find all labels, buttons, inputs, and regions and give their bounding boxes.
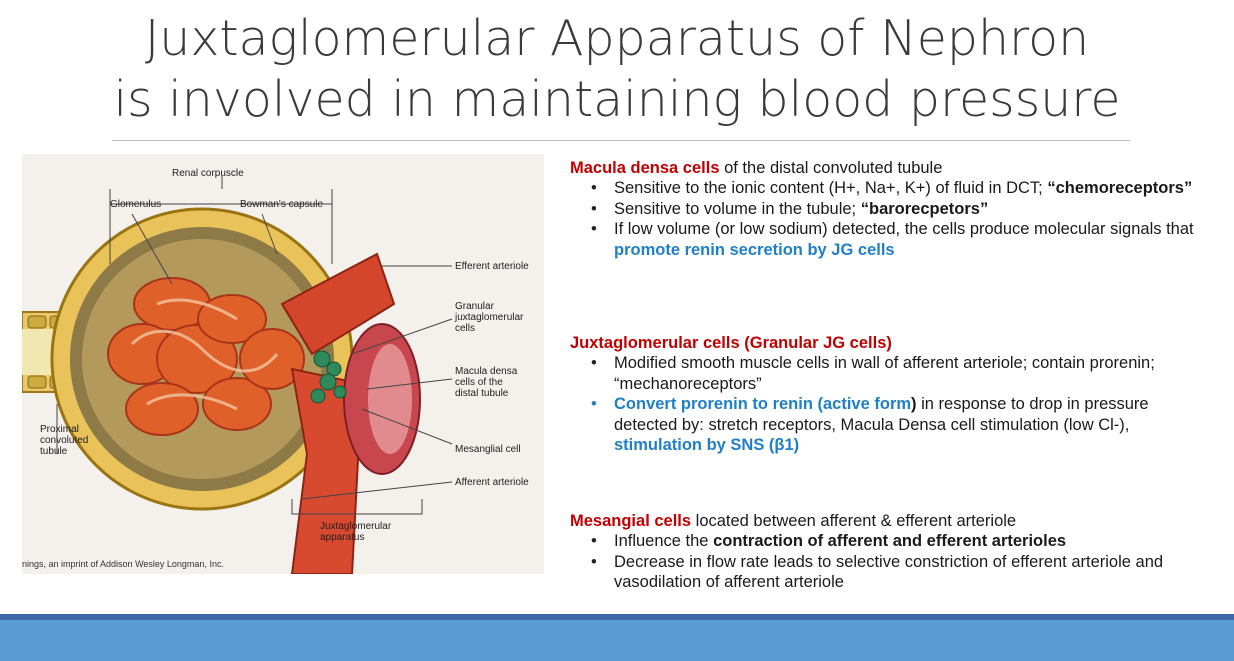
bullet-text: Modified smooth muscle cells in wall of afferent arteriole; contain prorenin; “mechanoreceptors” <box>614 354 1155 393</box>
list-item <box>570 219 1210 260</box>
nephron-illustration <box>22 154 544 574</box>
label-glomerulus: Glomerulus <box>110 199 162 210</box>
bullet-highlight: promote renin secretion by JG cells <box>614 240 895 259</box>
list-item <box>570 394 1210 456</box>
bullet-text: Sensitive to volume in the tubule; <box>614 199 861 218</box>
macula-heading-rest: of the distal convoluted tubule <box>719 159 943 177</box>
label-afferent-arteriole: Afferent arteriole <box>455 477 529 488</box>
label-mesangial-cell: Mesanglial cell <box>455 444 521 455</box>
title-line-2: is involved in maintaining blood pressure <box>113 71 1121 128</box>
bullet-bold: “chemoreceptors” <box>1047 179 1193 197</box>
list-item <box>570 178 1210 199</box>
bullet-highlight: stimulation by SNS (β1) <box>614 436 800 454</box>
slide-title <box>0 8 1234 130</box>
label-renal-corpuscle: Renal corpuscle <box>172 168 244 179</box>
title-divider <box>112 140 1130 141</box>
jg-list <box>570 353 1210 456</box>
macula-heading <box>570 158 1210 178</box>
section-macula-densa <box>570 158 1210 260</box>
title-line-1: Juxtaglomerular Apparatus of Nephron <box>144 10 1090 67</box>
bullet-bold: “barorecpetors” <box>860 199 989 218</box>
list-item <box>570 531 1210 552</box>
label-jg-apparatus: Juxtaglomerular apparatus <box>320 521 392 543</box>
jg-heading: Juxtaglomerular cells (Granular JG cells) <box>570 334 892 352</box>
section-mesangial <box>570 511 1210 593</box>
label-macula-densa: Macula densa cells of the distal tubule <box>455 366 518 399</box>
list-item <box>570 199 1210 220</box>
label-bowmans-capsule: Bowman's capsule <box>240 199 324 210</box>
bullet-bold: contraction of afferent and efferent arterioles <box>713 532 1067 550</box>
figure-credit: nings, an imprint of Addison Wesley Longman, Inc. <box>22 559 224 569</box>
bullet-text: Decrease in flow rate leads to selective constriction of efferent arteriole and vasodilation of afferent arteriole <box>614 552 1164 591</box>
bullet-text: Sensitive to the ionic content (H+, Na+, K+) of fluid in DCT; <box>614 179 1048 197</box>
label-granular-jg-cells: Granular juxtaglomerular cells <box>455 301 524 334</box>
label-proximal-tubule: Proximal convoluted tubule <box>40 424 89 457</box>
list-item <box>570 552 1210 593</box>
macula-heading-bold: Macula densa cells <box>570 159 720 177</box>
mesangial-heading <box>570 511 1210 531</box>
bullet-text: in response to drop in pressure detected by: stretch receptors, Macula Densa cell stimulation (low Cl-), <box>614 395 1149 434</box>
bullet-highlight: Convert prorenin to renin (active form <box>614 395 912 413</box>
bullet-text: Influence the <box>614 532 714 550</box>
label-efferent-arteriole: Efferent arteriole <box>455 261 529 272</box>
mesangial-list <box>570 531 1210 593</box>
mesangial-heading-rest: located between afferent & efferent arteriole <box>691 512 1017 530</box>
nephron-diagram <box>22 154 544 574</box>
macula-list <box>570 178 1210 260</box>
mesangial-heading-bold: Mesangial cells <box>570 512 692 530</box>
section-jg-cells <box>570 333 1210 456</box>
bullet-paren: ) <box>911 395 917 413</box>
footer-bar <box>0 620 1234 661</box>
bullet-text: If low volume (or low sodium) detected, the cells produce molecular signals that <box>614 220 1194 238</box>
list-item <box>570 353 1210 394</box>
